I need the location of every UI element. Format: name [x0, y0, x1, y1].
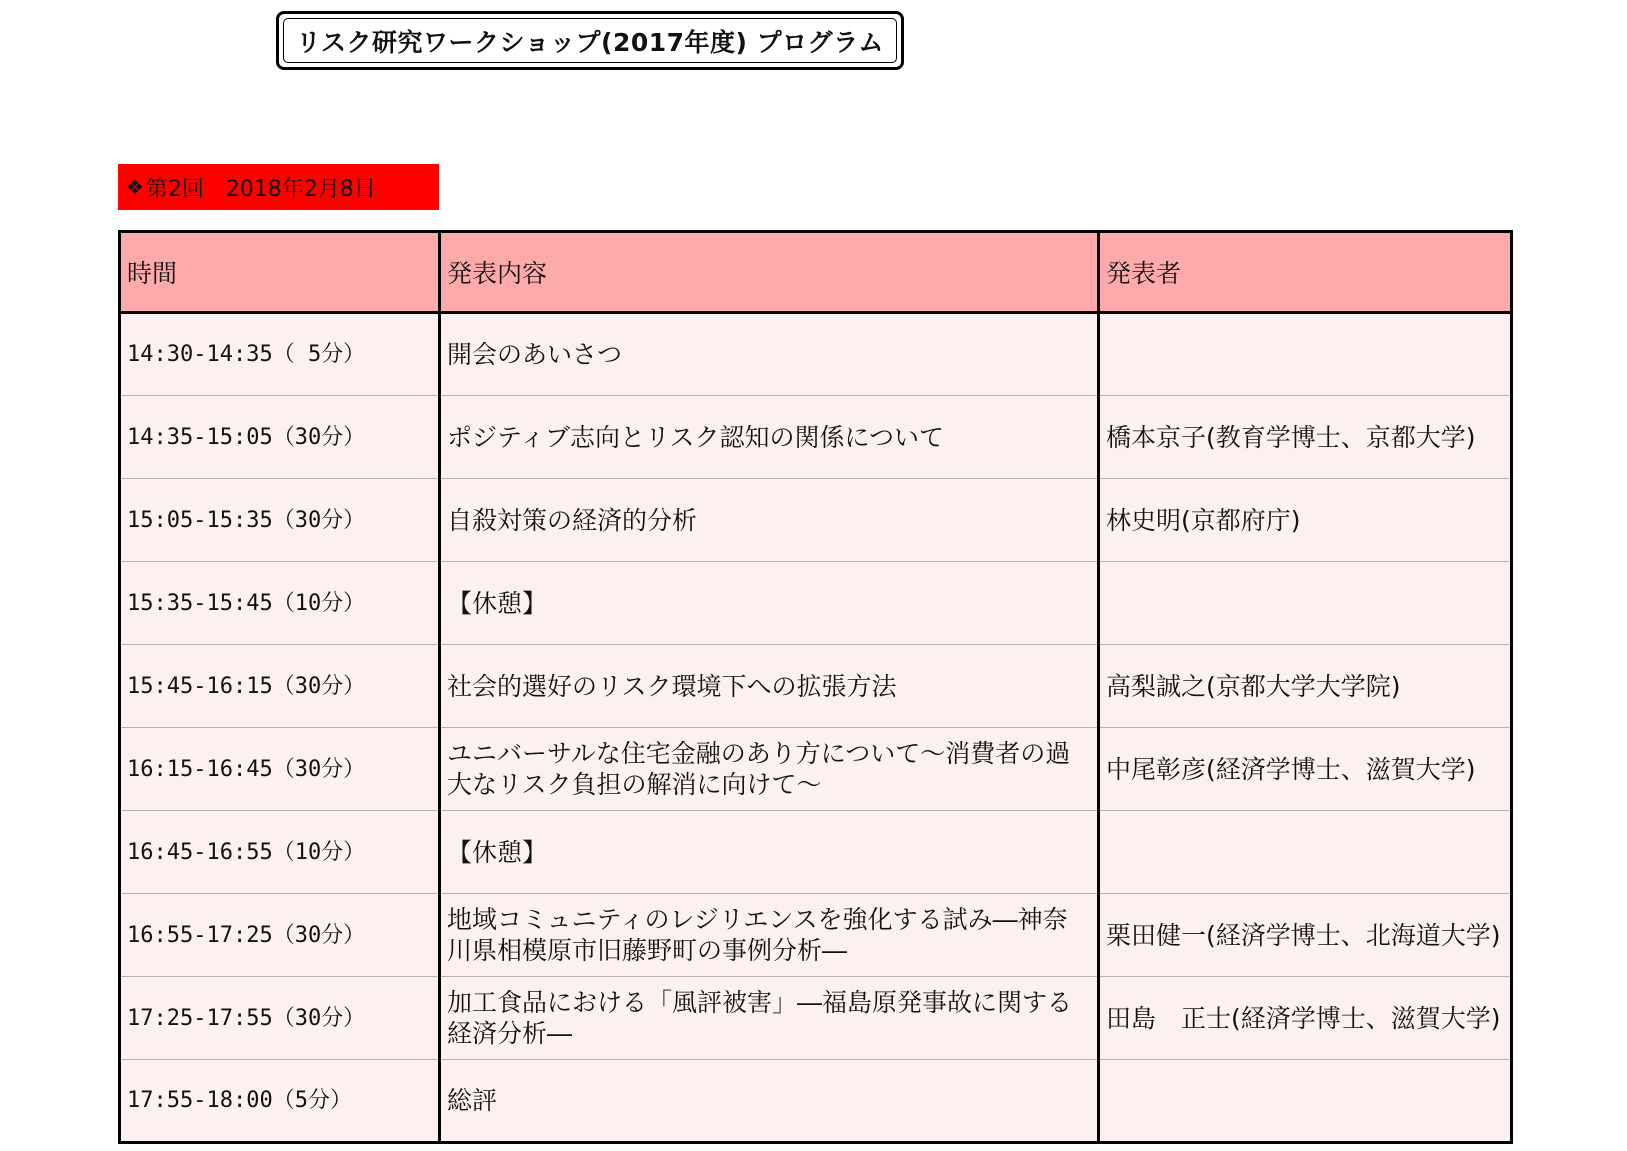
header-row [120, 232, 1512, 313]
header-topic: 発表内容 [440, 232, 1099, 313]
time-cell: 17:55-18:00（5分） [120, 1060, 440, 1143]
time-cell: 16:55-17:25（30分） [120, 894, 440, 977]
document-title: リスク研究ワークショップ(2017年度) プログラム [296, 27, 884, 57]
presenter-cell: 栗田健一(経済学博士、北海道大学) [1099, 894, 1512, 977]
time-cell: 16:15-16:45（30分） [120, 728, 440, 811]
table-row [120, 645, 1512, 728]
table-row [120, 894, 1512, 977]
topic-cell: 開会のあいさつ [440, 313, 1099, 396]
topic-cell: 地域コミュニティのレジリエンスを強化する試み―神奈川県相模原市旧藤野町の事例分析― [440, 894, 1099, 977]
diamond-bullet-icon: ❖ [126, 175, 144, 199]
session-label [118, 164, 439, 210]
presenter-cell: 高梨誠之(京都大学大学院) [1099, 645, 1512, 728]
table-row [120, 728, 1512, 811]
time-cell: 15:45-16:15（30分） [120, 645, 440, 728]
document-title-box [276, 11, 904, 70]
time-cell: 15:35-15:45（10分） [120, 562, 440, 645]
table-row [120, 1060, 1512, 1143]
topic-cell: 社会的選好のリスク環境下への拡張方法 [440, 645, 1099, 728]
time-cell: 15:05-15:35（30分） [120, 479, 440, 562]
table-row [120, 396, 1512, 479]
presenter-cell [1099, 313, 1512, 396]
presenter-cell: 中尾彰彦(経済学博士、滋賀大学) [1099, 728, 1512, 811]
topic-cell: 自殺対策の経済的分析 [440, 479, 1099, 562]
table-row [120, 562, 1512, 645]
header-presenter: 発表者 [1099, 232, 1512, 313]
topic-cell: 加工食品における「風評被害」―福島原発事故に関する経済分析― [440, 977, 1099, 1060]
topic-cell: 【休憩】 [440, 811, 1099, 894]
presenter-cell [1099, 811, 1512, 894]
table-row [120, 313, 1512, 396]
time-cell: 14:35-15:05（30分） [120, 396, 440, 479]
presenter-cell: 田島 正士(経済学博士、滋賀大学) [1099, 977, 1512, 1060]
program-table [118, 230, 1513, 1144]
topic-cell: 【休憩】 [440, 562, 1099, 645]
table-row [120, 811, 1512, 894]
topic-cell: ユニバーサルな住宅金融のあり方について～消費者の過大なリスク負担の解消に向けて～ [440, 728, 1099, 811]
table-row [120, 479, 1512, 562]
session-date-label: 第2回 2018年2月8日 [145, 176, 376, 202]
presenter-cell: 林史明(京都府庁) [1099, 479, 1512, 562]
topic-cell: 総評 [440, 1060, 1099, 1143]
topic-cell: ポジティブ志向とリスク認知の関係について [440, 396, 1099, 479]
header-time: 時間 [120, 232, 440, 313]
presenter-cell [1099, 562, 1512, 645]
time-cell: 17:25-17:55（30分） [120, 977, 440, 1060]
table-row [120, 977, 1512, 1060]
time-cell: 16:45-16:55（10分） [120, 811, 440, 894]
time-cell: 14:30-14:35（ 5分） [120, 313, 440, 396]
presenter-cell [1099, 1060, 1512, 1143]
presenter-cell: 橋本京子(教育学博士、京都大学) [1099, 396, 1512, 479]
